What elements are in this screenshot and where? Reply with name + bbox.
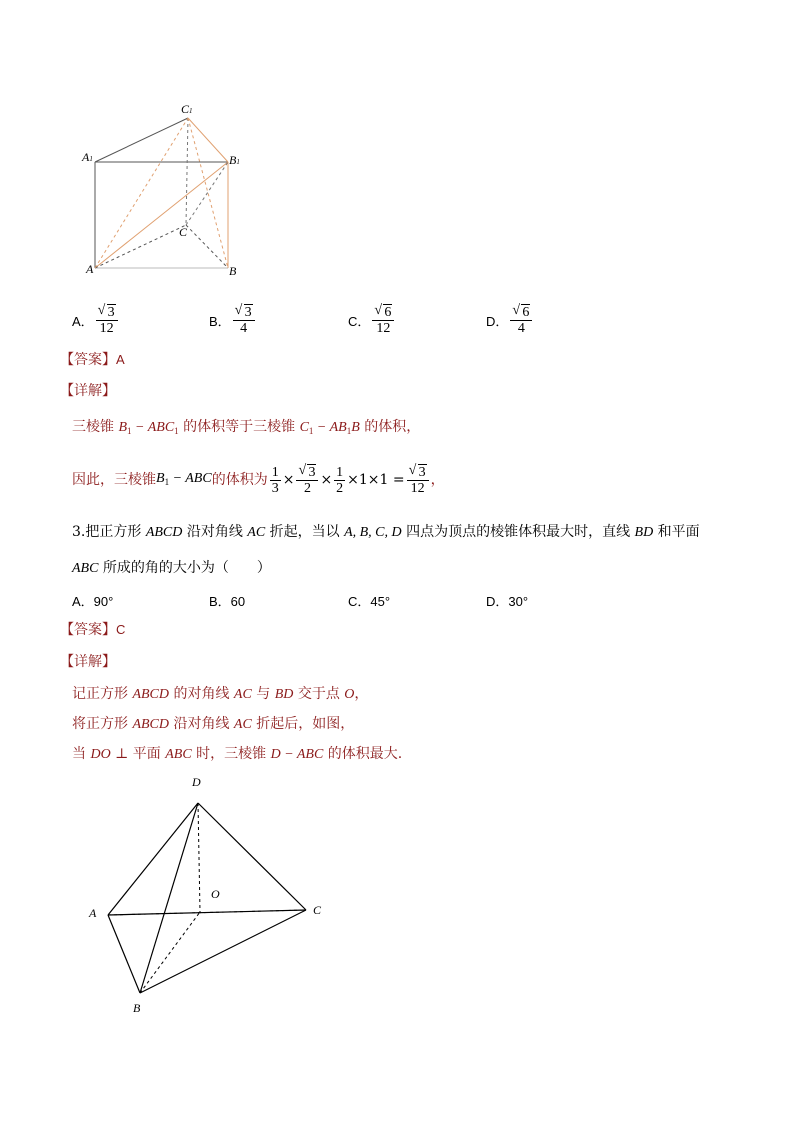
q3-solution-line1: 记正方形 ABCD 的对角线 AC 与 BD 交于点 O， [72,686,369,702]
q2-solution-line2: 因此，三棱锥 $B_1$ − ABC 的体积为 $\frac{1}{3}$ × √ $\frac{3}{2}$ × $\frac{1}{2}$ ×1×1 = √ $\frac{3}{12}$ ， [72,458,445,502]
label-b: B [229,264,237,278]
q3-answer: 【答案】C [60,622,126,638]
q3-question-line1: 3.把正方形 ABCD 沿对角线 AC 折起，当以 A, B, C, D 四点为顶点的棱锥体积最大时，直线 BD 和平面 [72,524,700,540]
tetrahedron-figure [100,795,320,1005]
q2-option-d: D． √ $\frac{6}{4}$ [486,300,534,340]
q3-option-a: A．90° [72,594,114,609]
q3-detail-tag: 【详解】 [60,654,116,670]
q2-option-b: B． √ $\frac{3}{4}$ [209,300,257,340]
label-o: O [211,887,220,901]
label-b1: B1 [229,153,240,167]
q3-question-line2: ABC 所成的角的大小为（ ） [72,560,271,576]
label-a2: A [89,906,97,920]
label-d: D [192,775,201,789]
q2-solution-line1: 三棱锥 $B_1 - ABC_1$ 的体积等于三棱锥 $C_1 - AB_1B$ 的体积， [72,419,421,436]
q2-option-a: A． √ $\frac{3}{12}$ [72,300,120,340]
q3-option-c: C．45° [348,594,391,609]
label-a: A [86,262,94,276]
label-c: C [179,225,188,239]
label-c1: C1 [181,102,193,116]
label-a1: A1 [82,150,93,164]
label-c2: C [313,903,322,917]
q2-option-c: C． √ $\frac{6}{12}$ [348,300,396,340]
q3-option-d: D．30° [486,594,529,609]
q2-answer: 【答案】A [60,352,125,368]
q3-solution-line2: 将正方形 ABCD 沿对角线 AC 折起后，如图， [72,716,355,732]
q2-detail-tag: 【详解】 [60,383,116,399]
prism-figure [78,100,258,280]
q3-solution-line3: 当 DO ⊥ 平面 ABC 时，三棱锥 D − ABC 的体积最大. [72,746,403,762]
label-b2: B [133,1001,141,1015]
q3-option-b: B．60 [209,594,246,609]
